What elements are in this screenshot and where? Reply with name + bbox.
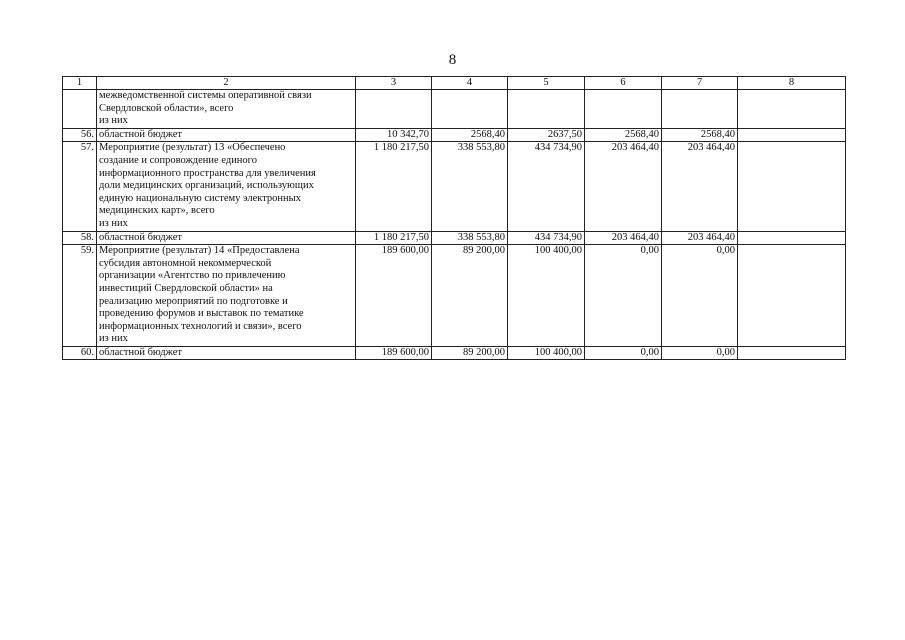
value-cell: 1 180 217,50 bbox=[356, 231, 432, 245]
description-line: Свердловской области», всего bbox=[99, 102, 234, 114]
value-cell bbox=[508, 90, 585, 129]
value-cell bbox=[738, 231, 846, 245]
description-line: проведению форумов и выставок по тематике bbox=[99, 308, 304, 320]
description-line: Мероприятие (результат) 14 «Предоставлена bbox=[99, 245, 300, 257]
value-cell: 434 734,90 bbox=[508, 142, 585, 231]
value-cell bbox=[738, 142, 846, 231]
row-number: 60. bbox=[63, 346, 97, 360]
column-header: 2 bbox=[97, 77, 356, 90]
table-row-continuation bbox=[63, 90, 846, 129]
value-cell: 0,00 bbox=[585, 346, 662, 360]
value-cell: 338 553,80 bbox=[432, 142, 508, 231]
description-line: из них bbox=[99, 333, 128, 345]
column-header: 5 bbox=[508, 77, 585, 90]
description-line: областной бюджет bbox=[99, 128, 182, 140]
value-cell bbox=[738, 346, 846, 360]
description-line: информационных технологий и связи», всего bbox=[99, 320, 302, 332]
column-header: 4 bbox=[432, 77, 508, 90]
row-description bbox=[97, 231, 356, 245]
value-cell: 89 200,00 bbox=[432, 245, 508, 347]
value-cell bbox=[738, 90, 846, 129]
description-line: из них bbox=[99, 115, 128, 127]
value-cell: 189 600,00 bbox=[356, 245, 432, 347]
table-row bbox=[63, 346, 846, 360]
row-description bbox=[97, 90, 356, 129]
row-number: 58. bbox=[63, 231, 97, 245]
row-number-cell bbox=[63, 90, 97, 129]
value-cell: 2568,40 bbox=[662, 128, 738, 142]
value-cell: 189 600,00 bbox=[356, 346, 432, 360]
value-cell bbox=[585, 90, 662, 129]
description-line: межведомственной системы оперативной связи bbox=[99, 90, 312, 101]
budget-table bbox=[62, 76, 846, 360]
value-cell: 338 553,80 bbox=[432, 231, 508, 245]
value-cell bbox=[432, 90, 508, 129]
description-line: субсидия автономной некоммерческой bbox=[99, 257, 272, 269]
description-line: областной бюджет bbox=[99, 346, 182, 358]
value-cell: 89 200,00 bbox=[432, 346, 508, 360]
description-line: Мероприятие (результат) 13 «Обеспечено bbox=[99, 142, 286, 154]
description-line: медицинских карт», всего bbox=[99, 205, 215, 217]
column-header: 1 bbox=[63, 77, 97, 90]
column-header: 8 bbox=[738, 77, 846, 90]
description-line: информационного пространства для увеличения bbox=[99, 167, 316, 179]
value-cell: 203 464,40 bbox=[585, 231, 662, 245]
description-line: создание и сопровождение единого bbox=[99, 154, 257, 166]
value-cell bbox=[356, 90, 432, 129]
value-cell: 100 400,00 bbox=[508, 346, 585, 360]
value-cell: 203 464,40 bbox=[585, 142, 662, 231]
table-row bbox=[63, 245, 846, 347]
row-description bbox=[97, 245, 356, 347]
row-number: 59. bbox=[63, 245, 97, 347]
row-description bbox=[97, 346, 356, 360]
description-line: реализацию мероприятий по подготовке и bbox=[99, 295, 288, 307]
value-cell bbox=[662, 90, 738, 129]
description-line: инвестиций Свердловской области» на bbox=[99, 282, 273, 294]
row-description bbox=[97, 142, 356, 231]
row-number: 57. bbox=[63, 142, 97, 231]
value-cell: 1 180 217,50 bbox=[356, 142, 432, 231]
description-line: единую национальную систему электронных bbox=[99, 192, 301, 204]
value-cell: 0,00 bbox=[585, 245, 662, 347]
value-cell: 100 400,00 bbox=[508, 245, 585, 347]
value-cell: 0,00 bbox=[662, 245, 738, 347]
value-cell bbox=[738, 245, 846, 347]
value-cell: 10 342,70 bbox=[356, 128, 432, 142]
value-cell: 203 464,40 bbox=[662, 231, 738, 245]
value-cell: 2568,40 bbox=[585, 128, 662, 142]
column-header: 3 bbox=[356, 77, 432, 90]
column-header: 6 bbox=[585, 77, 662, 90]
description-line: из них bbox=[99, 217, 128, 229]
table-row bbox=[63, 142, 846, 231]
row-number: 56. bbox=[63, 128, 97, 142]
description-line: областной бюджет bbox=[99, 231, 182, 243]
page-number: 8 bbox=[448, 52, 457, 68]
description-line: доли медицинских организаций, использующих bbox=[99, 180, 314, 192]
table-row bbox=[63, 128, 846, 142]
value-cell: 0,00 bbox=[662, 346, 738, 360]
description-line: организации «Агентство по привлечению bbox=[99, 270, 286, 282]
column-header: 7 bbox=[662, 77, 738, 90]
row-description bbox=[97, 128, 356, 142]
table-row bbox=[63, 231, 846, 245]
value-cell bbox=[738, 128, 846, 142]
value-cell: 203 464,40 bbox=[662, 142, 738, 231]
table-header-row bbox=[63, 77, 846, 90]
value-cell: 434 734,90 bbox=[508, 231, 585, 245]
value-cell: 2568,40 bbox=[432, 128, 508, 142]
value-cell: 2637,50 bbox=[508, 128, 585, 142]
